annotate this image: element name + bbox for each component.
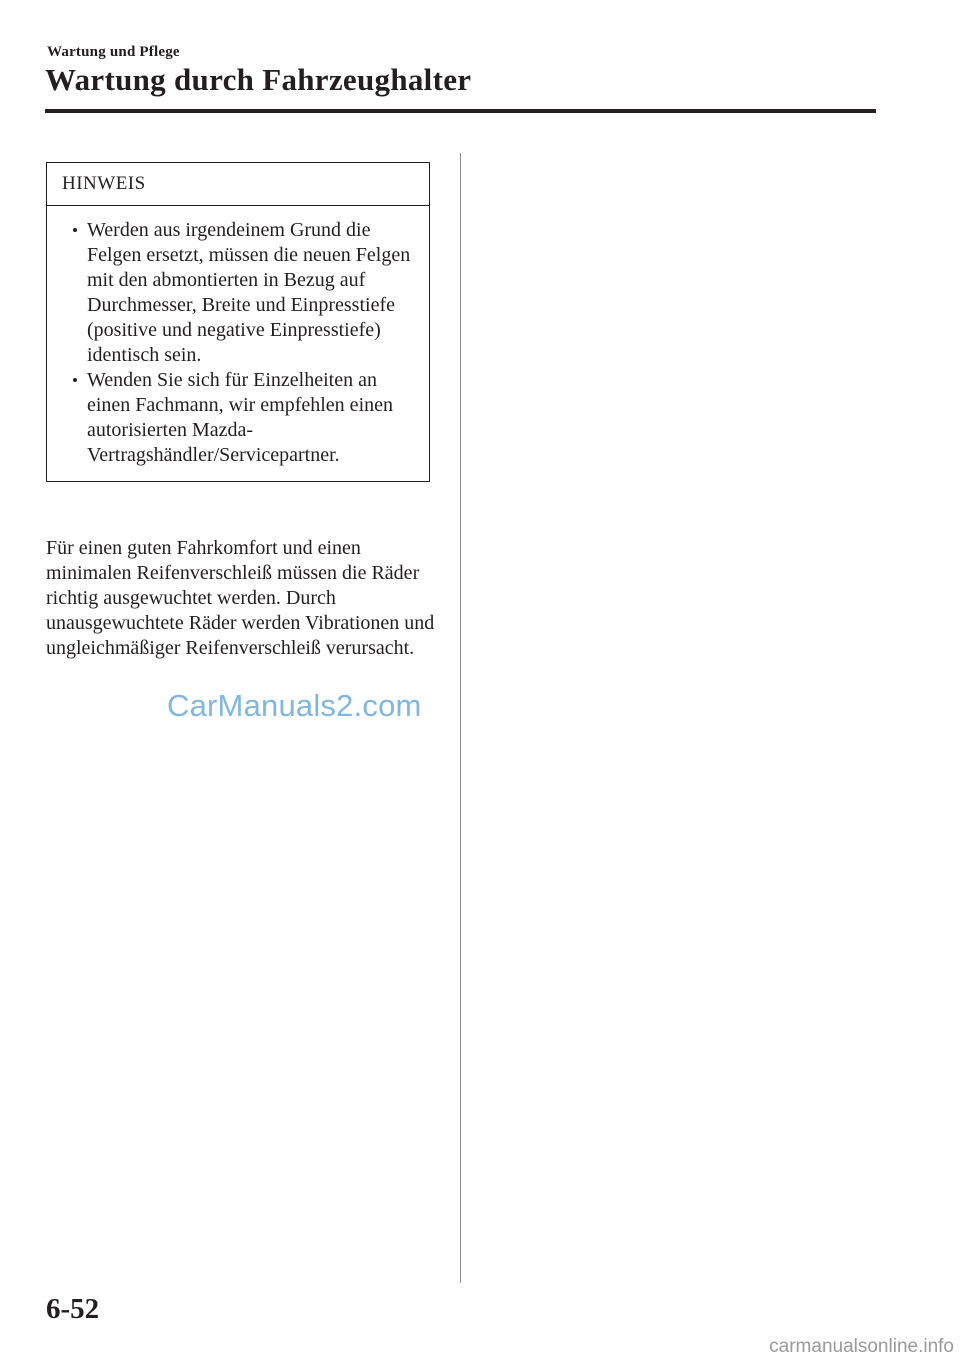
- bullet-icon: [73, 378, 77, 382]
- note-box: [46, 162, 430, 482]
- page-title: Wartung durch Fahrzeughalter: [45, 62, 472, 97]
- body-paragraph: Für einen guten Fahrkomfort und einen minimalen Reifenverschleiß müssen die Räder richtig ausgewuchtet werden. Durch unausgewuchtete Räder werden Vibrationen und ungleichmäßiger Reifenverschleiß verursacht.: [46, 537, 435, 659]
- section-label: Wartung und Pflege: [47, 44, 180, 60]
- watermark-logo: CarManuals2.com: [167, 688, 422, 723]
- note-item: [73, 218, 418, 368]
- bullet-icon: [73, 228, 77, 232]
- column-divider: [460, 153, 461, 1283]
- note-item-text: Wenden Sie sich für Einzelheiten an einen Fachmann, wir empfehlen einen autorisierten Mazda-Vertragshändler/Servicepartner.: [87, 369, 393, 466]
- note-list: [73, 218, 418, 468]
- note-item-text: Werden aus irgendeinem Grund die Felgen ersetzt, müssen die neuen Felgen mit den abmontierten in Bezug auf Durchmesser, Breite und Einpresstiefe (positive und negative Einpresstiefe) identisch sein.: [87, 219, 411, 366]
- note-item: [73, 368, 418, 468]
- title-rule: [45, 109, 876, 113]
- note-divider: [47, 205, 429, 206]
- page-number: 6-52: [46, 1293, 100, 1325]
- note-title: HINWEIS: [62, 173, 146, 194]
- footer-site-watermark: carmanualsonline.info: [769, 1336, 954, 1357]
